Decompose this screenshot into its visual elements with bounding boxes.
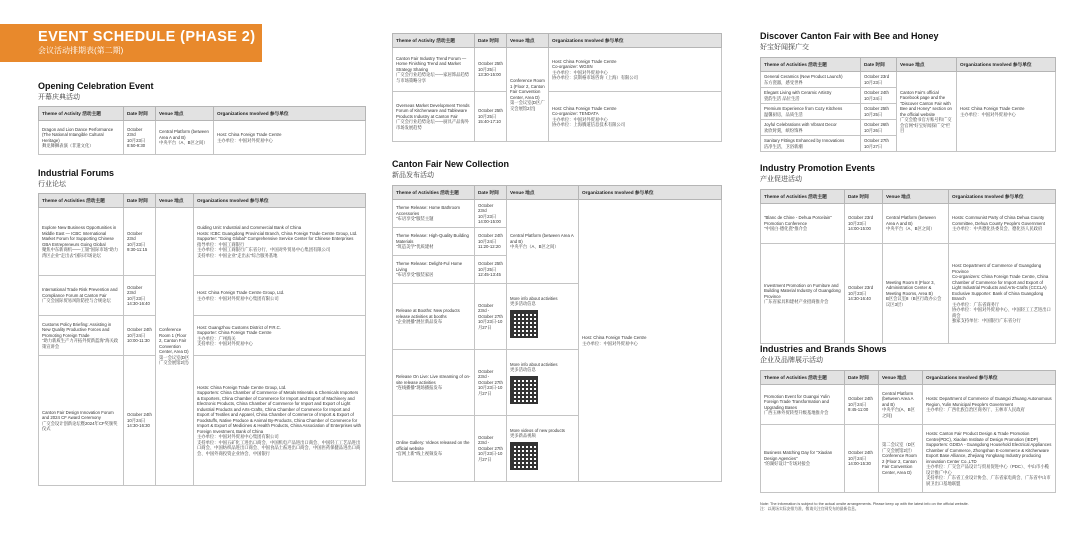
header-banner bbox=[0, 24, 262, 62]
column-header: Venue 地点 bbox=[897, 58, 957, 72]
opening-title: Opening Celebration Event bbox=[38, 81, 154, 91]
column-header: Theme of Activities 活动主题 bbox=[761, 58, 861, 72]
table-cell: Joyful Celebrations with Vibrant Decor 欢欣时刻，缤纷饰界 bbox=[761, 120, 861, 136]
table-cell: Hosts: China Foreign Trade Centre Group, Ltd. Supporters: China Chamber of Commerce of Metals Minerals & Chemicals Importers & Exporters, China Chamber of Commerce for Import and Export of Machinery and Electronic Products, China Chamber of Commerce for Import and Export of Light Industrial Products and Arts-Crafts, China Chamber of Commerce for Import and Export of Textiles and Apparel, China Chamber of Commerce of Import & Export of Foodstuffs, Native Produce & Animal By-Products, China Chamber of Commerce for Import & Export of Medicines & Health Products, China Association of Enterprises with Foreign Investment, Bank of China 主办单位：中国对外贸易中心集团有限公司 支持单位：中国五矿化工进出口商会、中国机电产品进出口商会、中国轻工工艺品进出口商会、中国纺织品进出口商会、中国食品土畜进出口商会、中国医药保健品进出口商会、中国外商投资企业协会、中国银行 bbox=[194, 356, 366, 486]
column-header: Organizations Involved 参与单位 bbox=[549, 34, 722, 48]
collection-subtitle: 新品发布活动 bbox=[392, 172, 434, 179]
table-header-row bbox=[39, 107, 366, 121]
column-header: Date 时间 bbox=[124, 107, 156, 121]
promotion-table bbox=[760, 189, 1056, 344]
column-header: Date 时间 bbox=[845, 371, 879, 385]
table-cell: October 23rd 10月23日 9:30-11:15 bbox=[124, 208, 156, 276]
table-cell: Host: China Foreign Trade Centre Co-organizer: TENDATA 主办单位：中国对外贸易中心 协办单位：上海腾道信息技术有限公司 bbox=[549, 92, 722, 142]
column-header: Theme of Activities 活动主题 bbox=[39, 194, 124, 208]
table-cell: Release at Booths: New products release activities at booths "企业展播"展位新品发布 bbox=[393, 284, 475, 350]
column-header: Date 时间 bbox=[475, 34, 507, 48]
table-row bbox=[39, 208, 366, 276]
qr-cell: More info about activities 更多活动信息 bbox=[507, 350, 579, 416]
page-subtitle: 会议活动排期表(第二期) bbox=[38, 46, 124, 55]
table-cell: Host: China Foreign Trade Centre Group, Ltd. 主办单位：中国对外贸易中心集团有限公司 bbox=[194, 276, 366, 316]
table-cell: October 25th 10月25日 12:45-13:45 bbox=[475, 256, 507, 284]
beehoney-title: Discover Canton Fair with Bee and Honey bbox=[760, 31, 939, 41]
table-header-row bbox=[761, 371, 1056, 385]
footer-note: Note: The information is subject to the actual onsite arrangements. Please keep up with the latest info on the official website. 注：以现场实际安排为准，敬请关注官网发布的最新信息。 bbox=[760, 502, 969, 511]
table-row bbox=[761, 244, 1056, 344]
table-cell: Overseas Market Development Trends Forum of Kitchenware and Tableware Products Industry at Canton Fair 广交会行业趋势论坛——厨具产品海外市场发展趋势 bbox=[393, 92, 475, 142]
trend-table bbox=[392, 33, 722, 142]
table-cell: October 23rd 10月23日 14:00-15:00 bbox=[475, 200, 507, 228]
table-cell: Host: Department of Commerce of Guangdong Province Co-organizers: China Foreign Trade Centre, China Chamber of Commerce for Import and Export of Light Industrial Products and Arts-Crafts (CCCLA) Exclusive Supporter: Bank of China Guangdong Branch 主办单位：广东省商务厅 协办单位：中国对外贸易中心、中国轻工工艺进出口商会 独家支持单位：中国银行广东省分行 bbox=[949, 244, 1056, 344]
qr-code-icon[interactable] bbox=[510, 376, 538, 404]
table-cell: October 24th 10月24日 11:20-12:20 bbox=[475, 228, 507, 256]
column-header: Venue 地点 bbox=[156, 107, 214, 121]
table-cell: Host: China Foreign Trade Centre 主办单位：中国对外贸易中心 bbox=[214, 121, 366, 155]
table-cell: October 23rd 10月23日 14:30-16:40 bbox=[845, 244, 883, 344]
merged-org-cell: Host: China Foreign Trade Centre 主办单位：中国对外贸易中心 bbox=[579, 200, 722, 482]
collection-table bbox=[392, 185, 722, 482]
merged-venue-cell: Conference Room 1 (Floor 2, Canton Fair Convention Center, Area D) 第一会议室(D区广交会展馆2层) bbox=[507, 48, 549, 142]
table-cell: October 23rd - October 27th 10月23日-10月27日 bbox=[475, 284, 507, 350]
table-cell: Business Matching Day for "Xiaolan Design Agencies" "的湖好设计"专场对接会 bbox=[761, 425, 845, 493]
table-cell: October 24th 10月24日 bbox=[861, 88, 897, 104]
column-header: Organizations Involved 参与单位 bbox=[579, 186, 722, 200]
column-header: Organizations Involved 参与单位 bbox=[957, 58, 1056, 72]
beehoney-subtitle: 好宝好闻探广交 bbox=[760, 44, 809, 51]
column-header: Date 时间 bbox=[861, 58, 897, 72]
brands-table bbox=[760, 370, 1056, 493]
table-row bbox=[39, 121, 366, 155]
merged-org-cell: Host: China Foreign Trade Centre 主办单位：中国对外贸易中心 bbox=[957, 72, 1056, 152]
column-header: Venue 地点 bbox=[879, 371, 923, 385]
table-cell: October 25th 10月25日 15:40-17:10 bbox=[475, 92, 507, 142]
table-cell: October 23rd 10月23日 14:30-16:40 bbox=[124, 276, 156, 316]
column-header: Theme of Activity 活动主题 bbox=[39, 107, 124, 121]
merged-venue-cell: Conference Room 1 (Floor 2, Canton Fair Convention Center, Area D) 第一会议室(D区广交会展馆2层) bbox=[156, 208, 194, 486]
table-cell: International Trade Risk Prevention and Compliance Forum at Canton Fair 广交会国际贸易风险防控与合规论坛 bbox=[39, 276, 124, 316]
table-cell: Release On Live: Live streaming of on-site release activities "连线播播"现场播报发布 bbox=[393, 350, 475, 416]
column-header: Theme of Activities 活动主题 bbox=[761, 371, 845, 385]
table-cell: October 23rd - October 27th 10月23日-10月27日 bbox=[475, 416, 507, 482]
merged-venue-cell: Central Platform (between Area A and B) 中央平台（A、B区之间） bbox=[507, 200, 579, 284]
opening-table bbox=[38, 106, 366, 155]
column-header: Date 时间 bbox=[124, 194, 156, 208]
column-header: Date 时间 bbox=[845, 190, 883, 204]
table-cell: October 23rd - October 27th 10月23日-10月27日 bbox=[475, 350, 507, 416]
page-title: EVENT SCHEDULE (PHASE 2) bbox=[38, 29, 256, 45]
table-cell: Elegant Living with Ceramic Artistry 瓷韵生活 品位生活 bbox=[761, 88, 861, 104]
table-cell: October 25th 10月25日 bbox=[861, 104, 897, 120]
table-cell: October 24th 10月24日 14:30-16:30 bbox=[124, 356, 156, 486]
table-header-row bbox=[393, 186, 722, 200]
table-cell: October 23rd 10月23日 8:50-9:30 bbox=[124, 121, 156, 155]
table-cell: 第二会议室（D区广交会展馆2层）Conference Room 2 (Floor 2, Canton Fair Convention Center, Area D) bbox=[879, 425, 923, 493]
brands-title: Industries and Brands Shows bbox=[760, 344, 887, 354]
industrial-subtitle: 行业论坛 bbox=[38, 181, 66, 188]
table-cell: Theme Release: Home Bathroom Accessories "布语享受"服装主题 bbox=[393, 200, 475, 228]
table-cell: October 27th 10月27日 bbox=[861, 136, 897, 152]
table-cell: October 26th 10月26日 bbox=[861, 120, 897, 136]
table-cell: Central Platform (between Area A and B) 中央平台（A、B区之间） bbox=[156, 121, 214, 155]
column-header: Venue 地点 bbox=[507, 34, 549, 48]
table-cell: Central Platform (between Area A and B) 中央平台(A、B区之间) bbox=[879, 385, 923, 425]
column-header: Date 时间 bbox=[475, 186, 507, 200]
beehoney-table bbox=[760, 57, 1056, 152]
table-cell: General Ceramics (New Product Launch) 东方瓷器，感受世界 bbox=[761, 72, 861, 88]
qr-code-icon[interactable] bbox=[510, 310, 538, 338]
table-cell: Theme Release: Delight-Ful Home Living "布语享受"服装家居 bbox=[393, 256, 475, 284]
column-header: Venue 地点 bbox=[883, 190, 949, 204]
table-row bbox=[761, 72, 1056, 88]
table-cell: Investment Promotion on Furniture and Building Material Industry of Guangdong Province 广东省家具和建材产业招商推介会 bbox=[761, 244, 845, 344]
column-header: Organizations Involved 参与单位 bbox=[923, 371, 1056, 385]
collection-title: Canton Fair New Collection bbox=[392, 159, 510, 169]
column-header: Organizations Involved 参与单位 bbox=[214, 107, 366, 121]
column-header: Venue 地点 bbox=[507, 186, 579, 200]
table-cell: October 24th 10月24日 9:45-11:00 bbox=[845, 385, 879, 425]
table-row bbox=[393, 48, 722, 92]
table-cell: Explore New Business Opportunities in Middle East — ICBC International Market Forum for Supporting Chinese GBA Entrepreneurs Going Global 聚焦中东新商机——工银"国际市场"助力湾区企业"走出去"国际市场论坛 bbox=[39, 208, 124, 276]
qr-code-icon[interactable] bbox=[510, 442, 538, 470]
table-header-row bbox=[761, 58, 1056, 72]
promotion-subtitle: 产业促进活动 bbox=[760, 176, 802, 183]
table-header-row bbox=[39, 194, 366, 208]
table-row bbox=[39, 356, 366, 486]
promotion-title: Industry Promotion Events bbox=[760, 163, 876, 173]
column-header: Venue 地点 bbox=[156, 194, 194, 208]
qr-cell: More videos of new products 更多新品视频 bbox=[507, 416, 579, 482]
table-cell: Host: Guangzhou Customs District of P.R.C. Supporter: China Foreign Trade Centre 主办单位：广州海关 支持单位：中国对外贸易中心 bbox=[194, 316, 366, 356]
table-cell: Hosts: Canton Fair Product Design & Trade Promotion Centre(PDC), Xiaolan Institute of Design Promotion (IEDP) Supporters: GDIDA - Guangdong Household Electrical Appliances Chamber of Commerce, Zhongshan E-commerce & Kitchenware Export Base Alliance, Zhejiang Yongkang Industry producing innovation Center Co.,LTD 主办单位：广交会产品设计与贸易促进中心（PDC）、中山市小榄设计推广中心 支持单位：广东省工业设计协会、广东省家电商会、广东省中山市厨卫出口基地联盟 bbox=[923, 425, 1056, 493]
brands-subtitle: 企业及品牌展示活动 bbox=[760, 357, 823, 364]
column-header: Theme of Activities 活动主题 bbox=[761, 190, 845, 204]
table-cell: October 23rd 10月23日 14:00-15:00 bbox=[845, 204, 883, 244]
table-cell: Customs Policy Briefing: Assisting in New Quality Productive Forces and Promoting Foreign Trade "助力新质生产力开拓外贸新蓝海"海关政策宣讲会 bbox=[39, 316, 124, 356]
table-cell: Dragon and Lion Dance Performance (The National Intangible Cultural Heritage) 舞龙舞狮表演（非遗文化） bbox=[39, 121, 124, 155]
table-cell: Guiding Unit: Industrial and Commercial Bank of China Hosts: ICBC Guangdong Provincial Branch, China Foreign Trade Centre Group, Ltd. Supporter: "Going Global" Comprehensive Service Center for Chinese Enterprises 指导单位：中国工商银行 主办单位：中国工商银行广东省分行、中国对外贸易中心集团有限公司 支持单位：中国企业"走出去"综合服务基地 bbox=[194, 208, 366, 276]
qr-cell: More info about activities 更多活动信息 bbox=[507, 284, 579, 350]
table-cell: Canton Fair Design Innovation Forum and 2024 CF Award Ceremony 广交会设计创新论坛暨2024年CF奖颁奖仪式 bbox=[39, 356, 124, 486]
table-cell: Premium Experience from Cozy Kitchens 温馨厨房，品质生活 bbox=[761, 104, 861, 120]
table-cell: Meeting Room 8 (Floor 3, Administration Center & Meeting Rooms, Area B) B区会议室8（B区行政办公会议区3层） bbox=[883, 244, 949, 344]
table-cell: Sanitary Fittings Enhanced by Innovations 洁净生活，卫浴新潮 bbox=[761, 136, 861, 152]
table-row bbox=[761, 425, 1056, 493]
table-cell: October 25th 10月25日 13:30-15:00 bbox=[475, 48, 507, 92]
table-row bbox=[39, 276, 366, 316]
table-cell: October 24th 10月24日 14:00-15:30 bbox=[845, 425, 879, 493]
column-header: Organizations Involved 参与单位 bbox=[194, 194, 366, 208]
table-cell: Host: China Foreign Trade Centre Co-organizer: WGSN 主办单位：中国对外贸易中心 协办单位：沃斯格市场咨询（上海）有限公司 bbox=[549, 48, 722, 92]
industrial-title: Industrial Forums bbox=[38, 168, 115, 178]
column-header: Theme of Activities 活动主题 bbox=[393, 186, 475, 200]
table-cell: Hosts: Department of Commerce of Guangxi Zhuang Autonomous Region, Yulin Municipal People's Government 主办单位：广西壮族自治区商务厅、玉林市人民政府 bbox=[923, 385, 1056, 425]
table-row bbox=[761, 385, 1056, 425]
table-row bbox=[761, 204, 1056, 244]
table-row bbox=[393, 92, 722, 142]
column-header: Organizations Involved 参与单位 bbox=[949, 190, 1056, 204]
table-cell: Hosts: Communist Party of China Dehua County Committee, Dehua County People's Government 主办单位：中共德化县委员会、德化县人民政府 bbox=[949, 204, 1056, 244]
opening-subtitle: 开幕庆典活动 bbox=[38, 94, 80, 101]
table-row bbox=[39, 316, 366, 356]
table-header-row bbox=[761, 190, 1056, 204]
table-cell: Central Platform (between Area A and B) 中央平台（A、B区之间） bbox=[883, 204, 949, 244]
industrial-table bbox=[38, 193, 366, 486]
table-row bbox=[393, 200, 722, 228]
table-cell: October 23rd 10月23日 bbox=[861, 72, 897, 88]
table-cell: Theme Release: High-Quality Building Materials "筑造美学"优质建材 bbox=[393, 228, 475, 256]
table-cell: "Blanc de Chine - Dehua Porcelain" Promotion Conference "中国白·德化瓷"推介会 bbox=[761, 204, 845, 244]
table-cell: October 24th 10月24日 10:00-11:30 bbox=[124, 316, 156, 356]
table-cell: Promotion Event for Guangxi Yulin Foreign Trade Transformation and Upgrading Bases 广西玉林外贸转型升级基地推介会 bbox=[761, 385, 845, 425]
table-header-row bbox=[393, 34, 722, 48]
table-cell: Online Gallery: Videos released on the official website "官网上新"线上视频发布 bbox=[393, 416, 475, 482]
table-cell: Canton Fair Industry Trend Forum — Home Finishing Trend and Market Strategy Sharing 广交会行业趋势论坛——家居饰品趋势与市场策略分享 bbox=[393, 48, 475, 92]
column-header: Theme of Activity 活动主题 bbox=[393, 34, 475, 48]
merged-venue-cell: Canton Fair's official Facebook page and the "Discover Canton Fair with Bee and Honey" section on the official website 广交会脸书官方账号和广交会官网"好宝好闻探广交"栏目 bbox=[897, 72, 957, 152]
